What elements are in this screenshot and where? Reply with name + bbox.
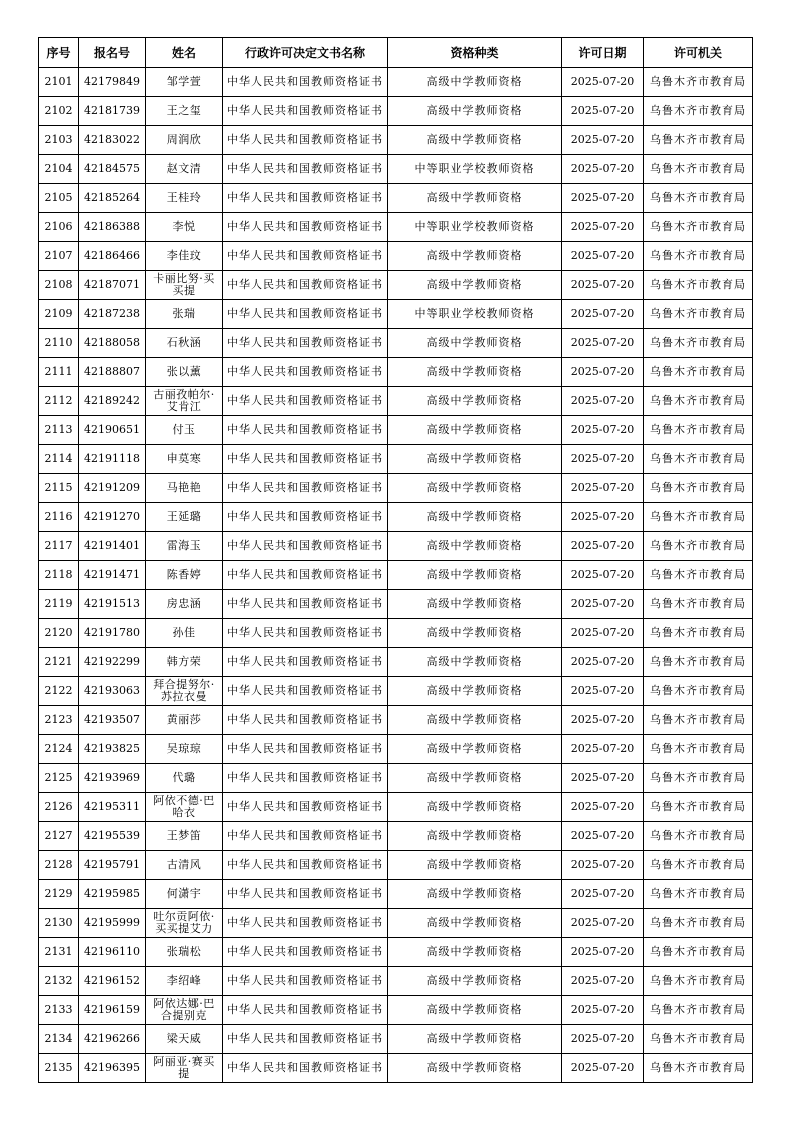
name-cell: 古清风 (146, 851, 223, 880)
seq-cell: 2129 (39, 880, 79, 909)
seq-cell: 2124 (39, 735, 79, 764)
seq-cell: 2123 (39, 706, 79, 735)
name-cell: 孙佳 (146, 619, 223, 648)
name-cell: 张瑞松 (146, 938, 223, 967)
registration-no-cell: 42195999 (79, 909, 146, 938)
table-row (39, 242, 753, 271)
registration-no-cell: 42191401 (79, 532, 146, 561)
qualification-type-cell: 高级中学教师资格 (388, 793, 562, 822)
name-cell: 付玉 (146, 416, 223, 445)
seq-cell: 2109 (39, 300, 79, 329)
table-row (39, 213, 753, 242)
document-title-cell: 中华人民共和国教师资格证书 (223, 590, 388, 619)
seq-cell: 2122 (39, 677, 79, 706)
permit-date-cell: 2025-07-20 (562, 996, 644, 1025)
permit-date-cell: 2025-07-20 (562, 561, 644, 590)
permit-authority-cell: 乌鲁木齐市教育局 (644, 938, 753, 967)
registration-no-cell: 42188058 (79, 329, 146, 358)
document-title-cell: 中华人民共和国教师资格证书 (223, 793, 388, 822)
document-title-cell: 中华人民共和国教师资格证书 (223, 503, 388, 532)
qualification-type-cell: 高级中学教师资格 (388, 851, 562, 880)
name-cell: 房忠涵 (146, 590, 223, 619)
permit-authority-cell: 乌鲁木齐市教育局 (644, 126, 753, 155)
registration-no-cell: 42179849 (79, 68, 146, 97)
qualification-type-cell: 高级中学教师资格 (388, 561, 562, 590)
registration-no-cell: 42186388 (79, 213, 146, 242)
permit-date-cell: 2025-07-20 (562, 1054, 644, 1083)
name-cell: 吐尔贡阿依·买买提艾力 (146, 909, 223, 938)
seq-cell: 2108 (39, 271, 79, 300)
seq-cell: 2131 (39, 938, 79, 967)
permit-date-cell: 2025-07-20 (562, 1025, 644, 1054)
seq-cell: 2132 (39, 967, 79, 996)
qualification-type-cell: 高级中学教师资格 (388, 271, 562, 300)
seq-cell: 2102 (39, 97, 79, 126)
table-row (39, 735, 753, 764)
header-seq: 序号 (39, 38, 79, 68)
header-permit-date: 许可日期 (562, 38, 644, 68)
registration-no-cell: 42188807 (79, 358, 146, 387)
registration-no-cell: 42193825 (79, 735, 146, 764)
permit-authority-cell: 乌鲁木齐市教育局 (644, 677, 753, 706)
qualification-type-cell: 高级中学教师资格 (388, 1054, 562, 1083)
registration-no-cell: 42187238 (79, 300, 146, 329)
qualification-type-cell: 高级中学教师资格 (388, 735, 562, 764)
permit-authority-cell: 乌鲁木齐市教育局 (644, 213, 753, 242)
permit-authority-cell: 乌鲁木齐市教育局 (644, 155, 753, 184)
header-permit-authority: 许可机关 (644, 38, 753, 68)
permit-authority-cell: 乌鲁木齐市教育局 (644, 996, 753, 1025)
qualification-type-cell: 高级中学教师资格 (388, 329, 562, 358)
permit-authority-cell: 乌鲁木齐市教育局 (644, 822, 753, 851)
qualification-type-cell: 高级中学教师资格 (388, 358, 562, 387)
document-title-cell: 中华人民共和国教师资格证书 (223, 155, 388, 184)
teacher-qualification-table (38, 37, 753, 1083)
permit-authority-cell: 乌鲁木齐市教育局 (644, 474, 753, 503)
permit-authority-cell: 乌鲁木齐市教育局 (644, 909, 753, 938)
registration-no-cell: 42183022 (79, 126, 146, 155)
seq-cell: 2114 (39, 445, 79, 474)
header-qualification-type: 资格种类 (388, 38, 562, 68)
qualification-type-cell: 高级中学教师资格 (388, 532, 562, 561)
table-row (39, 358, 753, 387)
name-cell: 张瑞 (146, 300, 223, 329)
qualification-type-cell: 高级中学教师资格 (388, 938, 562, 967)
qualification-type-cell: 高级中学教师资格 (388, 126, 562, 155)
table-row (39, 184, 753, 213)
registration-no-cell: 42196395 (79, 1054, 146, 1083)
document-title-cell: 中华人民共和国教师资格证书 (223, 967, 388, 996)
name-cell: 王桂玲 (146, 184, 223, 213)
table-row (39, 648, 753, 677)
permit-date-cell: 2025-07-20 (562, 735, 644, 764)
document-title-cell: 中华人民共和国教师资格证书 (223, 68, 388, 97)
permit-date-cell: 2025-07-20 (562, 416, 644, 445)
table-row (39, 503, 753, 532)
registration-no-cell: 42191471 (79, 561, 146, 590)
permit-authority-cell: 乌鲁木齐市教育局 (644, 851, 753, 880)
registration-no-cell: 42192299 (79, 648, 146, 677)
permit-authority-cell: 乌鲁木齐市教育局 (644, 1054, 753, 1083)
name-cell: 梁天威 (146, 1025, 223, 1054)
table-row (39, 271, 753, 300)
table-row (39, 97, 753, 126)
name-cell: 吴琼琼 (146, 735, 223, 764)
permit-date-cell: 2025-07-20 (562, 880, 644, 909)
registration-no-cell: 42191118 (79, 445, 146, 474)
name-cell: 阿依不德·巴哈衣 (146, 793, 223, 822)
qualification-type-cell: 高级中学教师资格 (388, 184, 562, 213)
table-row (39, 387, 753, 416)
registration-no-cell: 42184575 (79, 155, 146, 184)
name-cell: 古丽孜帕尔·艾肯江 (146, 387, 223, 416)
permit-authority-cell: 乌鲁木齐市教育局 (644, 329, 753, 358)
table-row (39, 619, 753, 648)
permit-date-cell: 2025-07-20 (562, 300, 644, 329)
table-row (39, 706, 753, 735)
document-title-cell: 中华人民共和国教师资格证书 (223, 764, 388, 793)
permit-date-cell: 2025-07-20 (562, 242, 644, 271)
table-row (39, 793, 753, 822)
permit-authority-cell: 乌鲁木齐市教育局 (644, 706, 753, 735)
permit-authority-cell: 乌鲁木齐市教育局 (644, 532, 753, 561)
permit-authority-cell: 乌鲁木齐市教育局 (644, 242, 753, 271)
table-row (39, 880, 753, 909)
qualification-type-cell: 中等职业学校教师资格 (388, 155, 562, 184)
table-row (39, 590, 753, 619)
qualification-type-cell: 高级中学教师资格 (388, 590, 562, 619)
seq-cell: 2130 (39, 909, 79, 938)
registration-no-cell: 42191780 (79, 619, 146, 648)
document-title-cell: 中华人民共和国教师资格证书 (223, 561, 388, 590)
seq-cell: 2127 (39, 822, 79, 851)
qualification-type-cell: 中等职业学校教师资格 (388, 300, 562, 329)
document-title-cell: 中华人民共和国教师资格证书 (223, 242, 388, 271)
registration-no-cell: 42185264 (79, 184, 146, 213)
permit-date-cell: 2025-07-20 (562, 474, 644, 503)
seq-cell: 2121 (39, 648, 79, 677)
permit-date-cell: 2025-07-20 (562, 184, 644, 213)
document-title-cell: 中华人民共和国教师资格证书 (223, 358, 388, 387)
permit-authority-cell: 乌鲁木齐市教育局 (644, 735, 753, 764)
table-row (39, 68, 753, 97)
permit-authority-cell: 乌鲁木齐市教育局 (644, 793, 753, 822)
qualification-type-cell: 高级中学教师资格 (388, 97, 562, 126)
table-row (39, 126, 753, 155)
seq-cell: 2119 (39, 590, 79, 619)
table-row (39, 764, 753, 793)
seq-cell: 2103 (39, 126, 79, 155)
name-cell: 王之玺 (146, 97, 223, 126)
seq-cell: 2133 (39, 996, 79, 1025)
table-row (39, 851, 753, 880)
document-title-cell: 中华人民共和国教师资格证书 (223, 271, 388, 300)
seq-cell: 2126 (39, 793, 79, 822)
permit-authority-cell: 乌鲁木齐市教育局 (644, 503, 753, 532)
permit-authority-cell: 乌鲁木齐市教育局 (644, 619, 753, 648)
name-cell: 代璐 (146, 764, 223, 793)
document-title-cell: 中华人民共和国教师资格证书 (223, 619, 388, 648)
name-cell: 赵文清 (146, 155, 223, 184)
name-cell: 马艳艳 (146, 474, 223, 503)
registration-no-cell: 42193969 (79, 764, 146, 793)
permit-authority-cell: 乌鲁木齐市教育局 (644, 764, 753, 793)
registration-no-cell: 42191209 (79, 474, 146, 503)
registration-no-cell: 42181739 (79, 97, 146, 126)
registration-no-cell: 42196159 (79, 996, 146, 1025)
permit-date-cell: 2025-07-20 (562, 851, 644, 880)
permit-date-cell: 2025-07-20 (562, 532, 644, 561)
document-title-cell: 中华人民共和国教师资格证书 (223, 184, 388, 213)
document-title-cell: 中华人民共和国教师资格证书 (223, 1025, 388, 1054)
permit-authority-cell: 乌鲁木齐市教育局 (644, 358, 753, 387)
table-row (39, 909, 753, 938)
seq-cell: 2115 (39, 474, 79, 503)
qualification-type-cell: 高级中学教师资格 (388, 880, 562, 909)
name-cell: 拜合提努尔·苏拉衣曼 (146, 677, 223, 706)
name-cell: 雷海玉 (146, 532, 223, 561)
seq-cell: 2113 (39, 416, 79, 445)
permit-date-cell: 2025-07-20 (562, 706, 644, 735)
name-cell: 张以薰 (146, 358, 223, 387)
seq-cell: 2101 (39, 68, 79, 97)
seq-cell: 2110 (39, 329, 79, 358)
permit-date-cell: 2025-07-20 (562, 677, 644, 706)
permit-date-cell: 2025-07-20 (562, 213, 644, 242)
registration-no-cell: 42186466 (79, 242, 146, 271)
seq-cell: 2105 (39, 184, 79, 213)
name-cell: 王梦笛 (146, 822, 223, 851)
document-title-cell: 中华人民共和国教师资格证书 (223, 909, 388, 938)
table-row (39, 938, 753, 967)
table-header-row (39, 38, 753, 68)
document-title-cell: 中华人民共和国教师资格证书 (223, 822, 388, 851)
qualification-type-cell: 高级中学教师资格 (388, 503, 562, 532)
registration-no-cell: 42191270 (79, 503, 146, 532)
registration-no-cell: 42190651 (79, 416, 146, 445)
permit-date-cell: 2025-07-20 (562, 764, 644, 793)
document-title-cell: 中华人民共和国教师资格证书 (223, 1054, 388, 1083)
name-cell: 李绍峰 (146, 967, 223, 996)
table-row (39, 677, 753, 706)
document-title-cell: 中华人民共和国教师资格证书 (223, 996, 388, 1025)
document-title-cell: 中华人民共和国教师资格证书 (223, 416, 388, 445)
document-title-cell: 中华人民共和国教师资格证书 (223, 213, 388, 242)
document-title-cell: 中华人民共和国教师资格证书 (223, 329, 388, 358)
seq-cell: 2135 (39, 1054, 79, 1083)
permit-authority-cell: 乌鲁木齐市教育局 (644, 967, 753, 996)
name-cell: 韩方荣 (146, 648, 223, 677)
name-cell: 阿丽亚·赛买提 (146, 1054, 223, 1083)
name-cell: 李悦 (146, 213, 223, 242)
table-row (39, 474, 753, 503)
permit-authority-cell: 乌鲁木齐市教育局 (644, 97, 753, 126)
name-cell: 黄丽莎 (146, 706, 223, 735)
permit-date-cell: 2025-07-20 (562, 358, 644, 387)
permit-date-cell: 2025-07-20 (562, 68, 644, 97)
qualification-type-cell: 高级中学教师资格 (388, 648, 562, 677)
document-title-cell: 中华人民共和国教师资格证书 (223, 445, 388, 474)
permit-authority-cell: 乌鲁木齐市教育局 (644, 648, 753, 677)
seq-cell: 2107 (39, 242, 79, 271)
qualification-type-cell: 高级中学教师资格 (388, 764, 562, 793)
table-row (39, 967, 753, 996)
permit-authority-cell: 乌鲁木齐市教育局 (644, 445, 753, 474)
seq-cell: 2128 (39, 851, 79, 880)
permit-date-cell: 2025-07-20 (562, 793, 644, 822)
table-row (39, 561, 753, 590)
table-body (39, 68, 753, 1083)
permit-date-cell: 2025-07-20 (562, 590, 644, 619)
seq-cell: 2134 (39, 1025, 79, 1054)
permit-authority-cell: 乌鲁木齐市教育局 (644, 300, 753, 329)
table-row (39, 155, 753, 184)
permit-authority-cell: 乌鲁木齐市教育局 (644, 271, 753, 300)
permit-date-cell: 2025-07-20 (562, 503, 644, 532)
name-cell: 陈香婷 (146, 561, 223, 590)
permit-authority-cell: 乌鲁木齐市教育局 (644, 590, 753, 619)
permit-date-cell: 2025-07-20 (562, 126, 644, 155)
qualification-type-cell: 高级中学教师资格 (388, 242, 562, 271)
qualification-type-cell: 高级中学教师资格 (388, 996, 562, 1025)
document-title-cell: 中华人民共和国教师资格证书 (223, 126, 388, 155)
table-row (39, 822, 753, 851)
registration-no-cell: 42195791 (79, 851, 146, 880)
registration-no-cell: 42191513 (79, 590, 146, 619)
permit-date-cell: 2025-07-20 (562, 909, 644, 938)
name-cell: 石秋涵 (146, 329, 223, 358)
seq-cell: 2118 (39, 561, 79, 590)
name-cell: 王延璐 (146, 503, 223, 532)
document-title-cell: 中华人民共和国教师资格证书 (223, 532, 388, 561)
document-title-cell: 中华人民共和国教师资格证书 (223, 735, 388, 764)
document-title-cell: 中华人民共和国教师资格证书 (223, 387, 388, 416)
qualification-type-cell: 中等职业学校教师资格 (388, 213, 562, 242)
seq-cell: 2120 (39, 619, 79, 648)
name-cell: 周润欣 (146, 126, 223, 155)
permit-date-cell: 2025-07-20 (562, 619, 644, 648)
document-title-cell: 中华人民共和国教师资格证书 (223, 706, 388, 735)
permit-authority-cell: 乌鲁木齐市教育局 (644, 1025, 753, 1054)
name-cell: 李佳玟 (146, 242, 223, 271)
table-row (39, 532, 753, 561)
permit-date-cell: 2025-07-20 (562, 387, 644, 416)
qualification-type-cell: 高级中学教师资格 (388, 619, 562, 648)
registration-no-cell: 42195311 (79, 793, 146, 822)
registration-no-cell: 42196110 (79, 938, 146, 967)
permit-authority-cell: 乌鲁木齐市教育局 (644, 68, 753, 97)
permit-date-cell: 2025-07-20 (562, 97, 644, 126)
permit-date-cell: 2025-07-20 (562, 329, 644, 358)
table-row (39, 1025, 753, 1054)
header-registration-no: 报名号 (79, 38, 146, 68)
permit-date-cell: 2025-07-20 (562, 445, 644, 474)
name-cell: 阿依达娜·巴合提别克 (146, 996, 223, 1025)
name-cell: 邹学萱 (146, 68, 223, 97)
qualification-type-cell: 高级中学教师资格 (388, 68, 562, 97)
qualification-type-cell: 高级中学教师资格 (388, 416, 562, 445)
document-title-cell: 中华人民共和国教师资格证书 (223, 648, 388, 677)
registration-no-cell: 42196152 (79, 967, 146, 996)
permit-date-cell: 2025-07-20 (562, 938, 644, 967)
document-title-cell: 中华人民共和国教师资格证书 (223, 677, 388, 706)
seq-cell: 2106 (39, 213, 79, 242)
seq-cell: 2112 (39, 387, 79, 416)
document-title-cell: 中华人民共和国教师资格证书 (223, 300, 388, 329)
registration-no-cell: 42195985 (79, 880, 146, 909)
registration-no-cell: 42187071 (79, 271, 146, 300)
permit-authority-cell: 乌鲁木齐市教育局 (644, 561, 753, 590)
table-row (39, 1054, 753, 1083)
document-title-cell: 中华人民共和国教师资格证书 (223, 97, 388, 126)
registration-no-cell: 42193063 (79, 677, 146, 706)
permit-authority-cell: 乌鲁木齐市教育局 (644, 416, 753, 445)
registration-no-cell: 42196266 (79, 1025, 146, 1054)
document-title-cell: 中华人民共和国教师资格证书 (223, 474, 388, 503)
qualification-type-cell: 高级中学教师资格 (388, 967, 562, 996)
header-document-title: 行政许可决定文书名称 (223, 38, 388, 68)
table-row (39, 300, 753, 329)
seq-cell: 2111 (39, 358, 79, 387)
registration-no-cell: 42193507 (79, 706, 146, 735)
permit-date-cell: 2025-07-20 (562, 155, 644, 184)
table-row (39, 996, 753, 1025)
permit-authority-cell: 乌鲁木齐市教育局 (644, 880, 753, 909)
seq-cell: 2116 (39, 503, 79, 532)
qualification-type-cell: 高级中学教师资格 (388, 1025, 562, 1054)
registration-no-cell: 42195539 (79, 822, 146, 851)
name-cell: 申莫寒 (146, 445, 223, 474)
permit-authority-cell: 乌鲁木齐市教育局 (644, 387, 753, 416)
qualification-type-cell: 高级中学教师资格 (388, 445, 562, 474)
header-name: 姓名 (146, 38, 223, 68)
table-row (39, 416, 753, 445)
permit-date-cell: 2025-07-20 (562, 271, 644, 300)
permit-date-cell: 2025-07-20 (562, 648, 644, 677)
qualification-type-cell: 高级中学教师资格 (388, 909, 562, 938)
name-cell: 卡丽比努·买买提 (146, 271, 223, 300)
qualification-type-cell: 高级中学教师资格 (388, 677, 562, 706)
qualification-type-cell: 高级中学教师资格 (388, 474, 562, 503)
document-title-cell: 中华人民共和国教师资格证书 (223, 880, 388, 909)
permit-date-cell: 2025-07-20 (562, 967, 644, 996)
seq-cell: 2104 (39, 155, 79, 184)
permit-date-cell: 2025-07-20 (562, 822, 644, 851)
qualification-type-cell: 高级中学教师资格 (388, 822, 562, 851)
table-row (39, 329, 753, 358)
permit-authority-cell: 乌鲁木齐市教育局 (644, 184, 753, 213)
seq-cell: 2117 (39, 532, 79, 561)
qualification-type-cell: 高级中学教师资格 (388, 706, 562, 735)
document-title-cell: 中华人民共和国教师资格证书 (223, 851, 388, 880)
qualification-type-cell: 高级中学教师资格 (388, 387, 562, 416)
registration-no-cell: 42189242 (79, 387, 146, 416)
table-row (39, 445, 753, 474)
document-title-cell: 中华人民共和国教师资格证书 (223, 938, 388, 967)
seq-cell: 2125 (39, 764, 79, 793)
document-page (38, 37, 752, 1083)
name-cell: 何潇宇 (146, 880, 223, 909)
